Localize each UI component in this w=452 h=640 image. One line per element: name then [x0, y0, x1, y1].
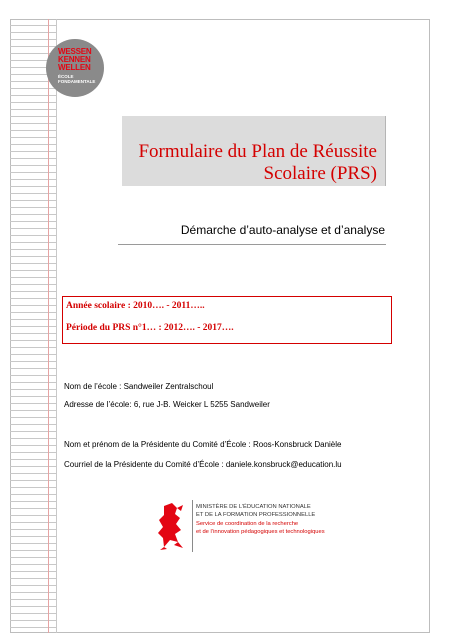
ruled-margin — [10, 19, 57, 633]
president-email: Courriel de la Présidente du Comité d’École : daniele.konsbruck@education.lu — [64, 460, 342, 469]
title-box — [122, 116, 386, 186]
margin-line — [48, 19, 49, 633]
president-name: Nom et prénom de la Présidente du Comité d’École : Roos-Konsbruck Danièle — [64, 440, 342, 449]
subtitle-rule — [118, 244, 386, 245]
school-logo — [46, 39, 104, 97]
logo-text-2: KENNEN — [58, 55, 91, 64]
ministry-line-4: et de l’innovation pédagogiques et technologiques — [196, 529, 325, 535]
title-line-2: Scolaire (PRS) — [263, 163, 377, 184]
logo-text-5: FONDAMENTALE — [58, 79, 96, 84]
ministry-line-3: Service de coordination de la recherche — [196, 521, 299, 527]
ministry-line-2: ET DE LA FORMATION PROFESSIONNELLE — [196, 512, 316, 518]
school-name: Nom de l’école : Sandweiler Zentralschoul — [64, 382, 214, 391]
logo-text-1: WESSEN — [58, 47, 92, 56]
logo-subtext — [58, 74, 95, 84]
title-line-1: Formulaire du Plan de Réussite — [138, 141, 377, 162]
annee-scolaire: Année scolaire : 2010…. - 2011….. — [66, 301, 205, 311]
periode-prs: Période du PRS n°1… : 2012…. - 2017…. — [66, 323, 234, 333]
ministry-line-1: MINISTÈRE DE L’ÉDUCATION NATIONALE — [196, 504, 311, 510]
logo-text-3: WELLEN — [58, 63, 91, 72]
lion-emblem-icon — [150, 500, 190, 552]
subtitle: Démarche d’auto-analyse et d’analyse — [180, 223, 385, 237]
school-address: Adresse de l’école: 6, rue J-B. Weicker L 5255 Sandweiler — [64, 400, 270, 409]
logo-text-4: ÉCOLE — [58, 74, 74, 79]
ministry-separator — [192, 500, 193, 552]
